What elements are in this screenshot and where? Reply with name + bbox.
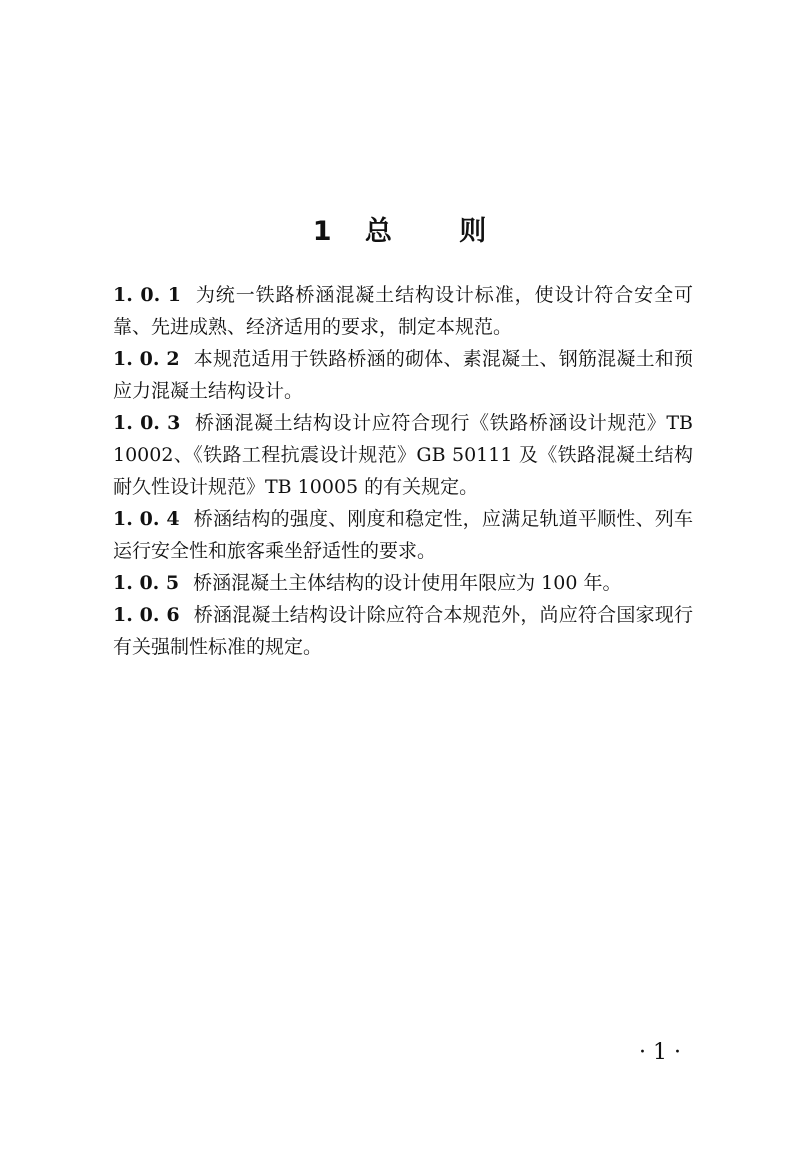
chapter-number: 1	[312, 216, 333, 247]
clause-1-0-6	[113, 599, 693, 663]
clause-text: 本规范适用于铁路桥涵的砌体、素混凝土、钢筋混凝土和预应力混凝土结构设计。	[113, 348, 693, 402]
clause-number: 1. 0. 2	[113, 348, 180, 370]
clause-text: 桥涵结构的强度、刚度和稳定性，应满足轨道平顺性、列车运行安全性和旅客乘坐舒适性的要求。	[113, 508, 693, 562]
clause-number: 1. 0. 3	[113, 412, 181, 434]
clause-1-0-2	[113, 343, 693, 407]
chapter-title-part1: 总	[364, 216, 393, 247]
clause-1-0-5	[113, 567, 693, 599]
clause-list	[113, 279, 693, 663]
clause-text: 桥涵混凝土结构设计除应符合本规范外，尚应符合国家现行有关强制性标准的规定。	[113, 604, 693, 658]
clause-text: 桥涵混凝土主体结构的设计使用年限应为 100 年。	[193, 572, 622, 594]
clause-number: 1. 0. 4	[113, 508, 180, 530]
clause-number: 1. 0. 5	[113, 572, 180, 594]
clause-number: 1. 0. 1	[113, 284, 181, 306]
clause-1-0-4	[113, 503, 693, 567]
clause-number: 1. 0. 6	[113, 604, 180, 626]
chapter-title	[0, 212, 800, 252]
chapter-title-part2: 则	[459, 216, 488, 247]
clause-1-0-3	[113, 407, 693, 503]
page-number: · 1 ·	[639, 1040, 681, 1065]
clause-1-0-1	[113, 279, 693, 343]
clause-text: 为统一铁路桥涵混凝土结构设计标准，使设计符合安全可靠、先进成熟、经济适用的要求，制定本规范。	[113, 284, 693, 338]
clause-text: 桥涵混凝土结构设计应符合现行《铁路桥涵设计规范》TB 10002、《铁路工程抗震设计规范》GB 50111 及《铁路混凝土结构耐久性设计规范》TB 10005 的有关规定。	[113, 412, 694, 498]
